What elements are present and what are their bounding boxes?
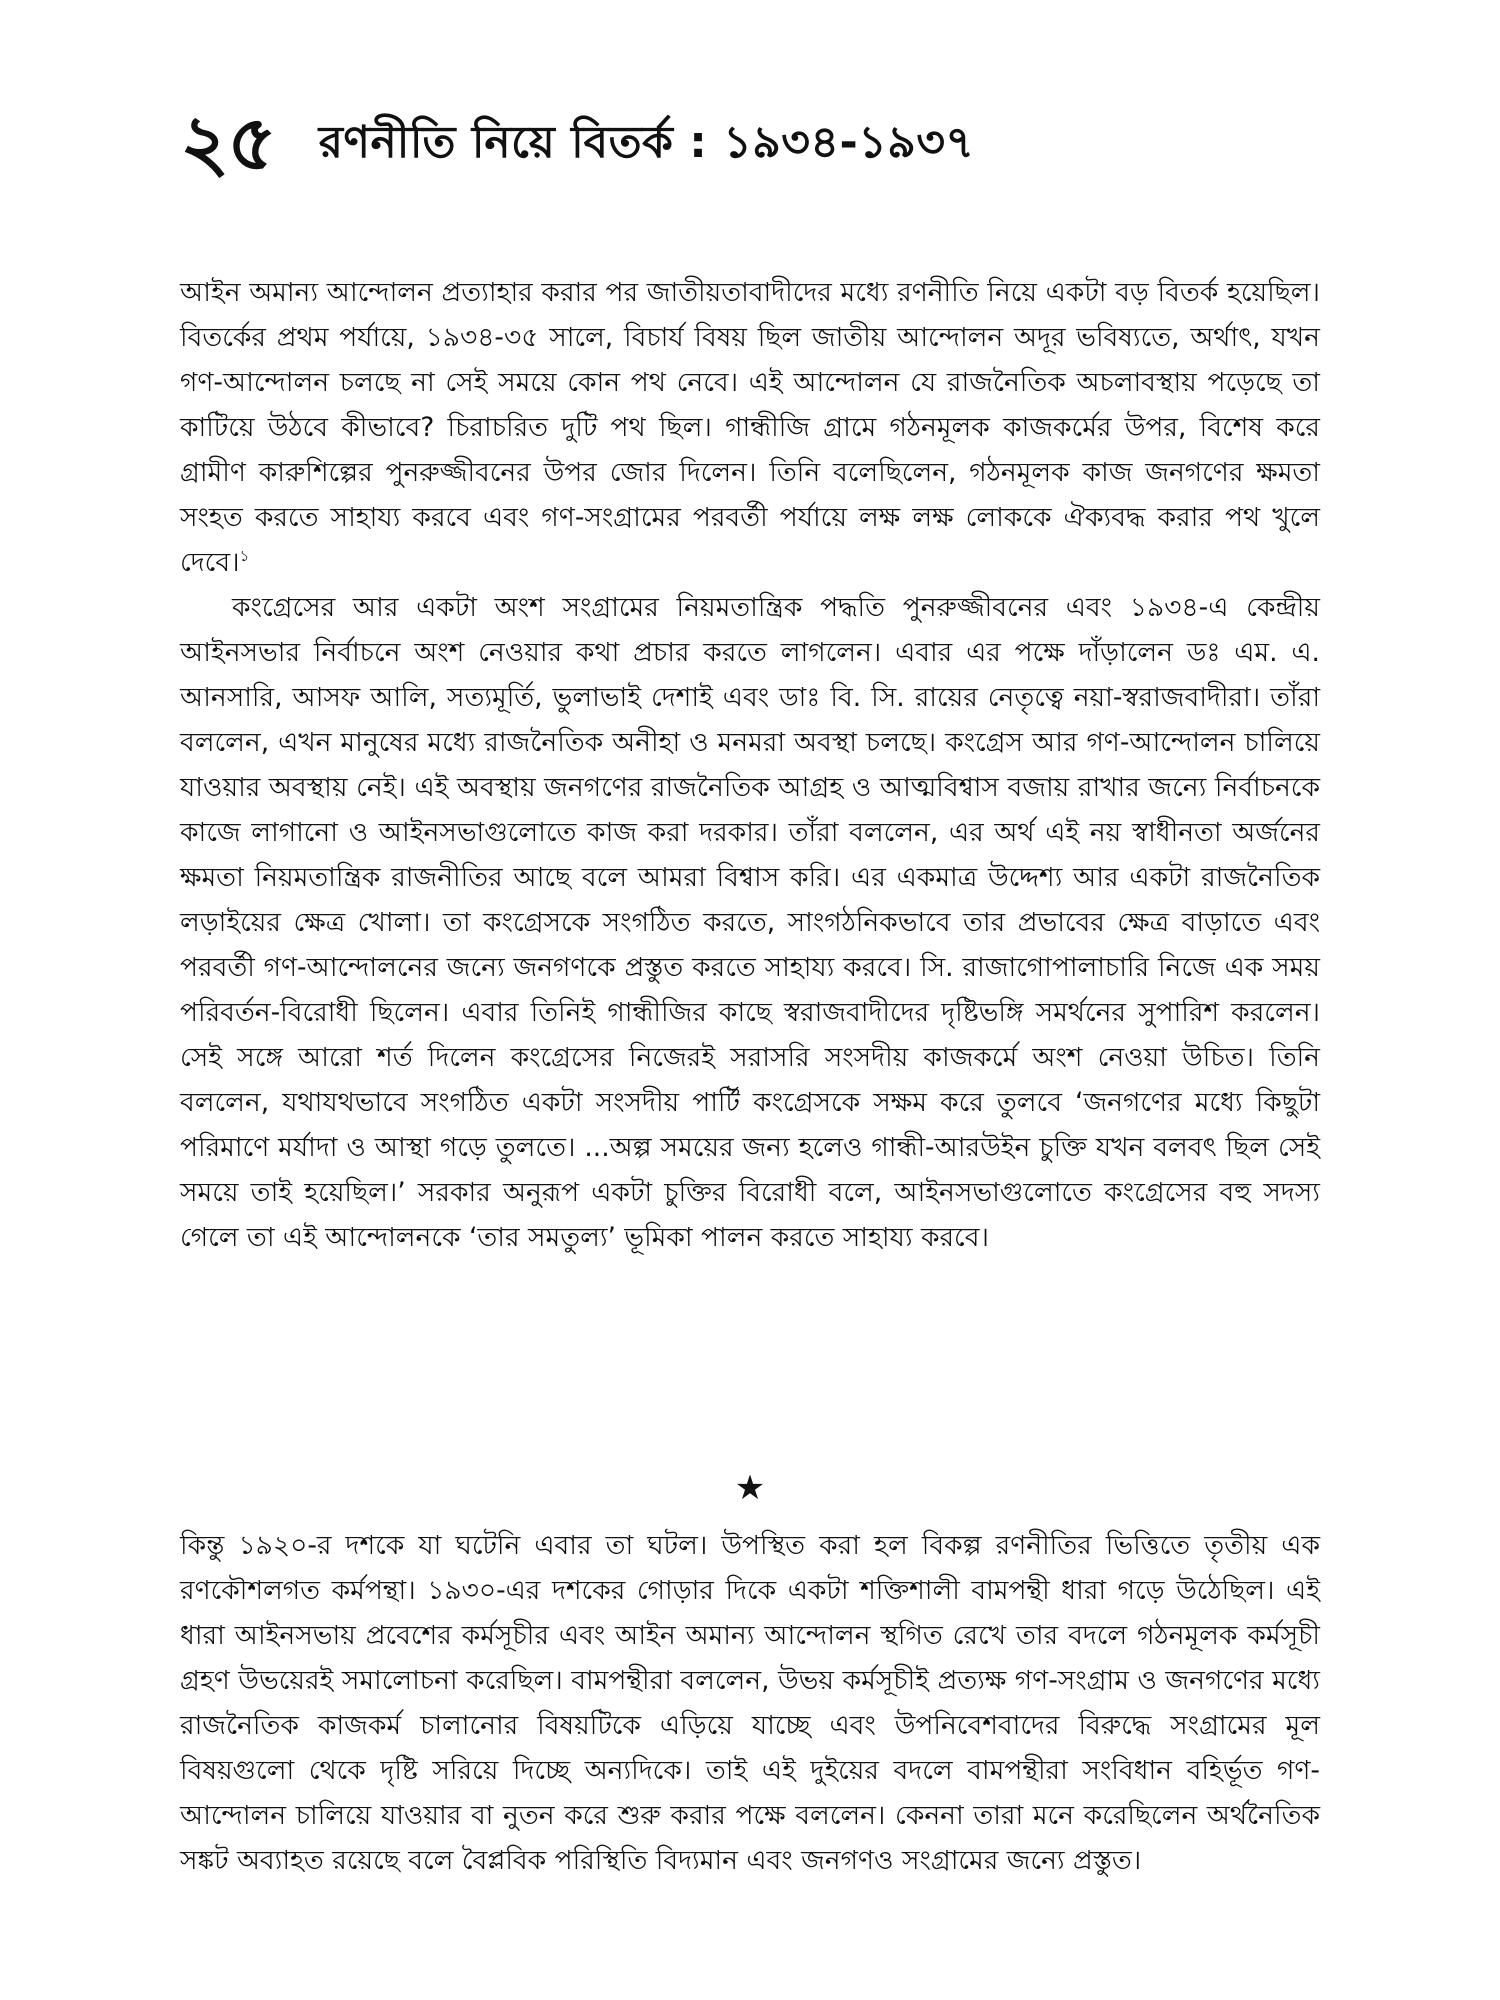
- paragraph-1: [180, 270, 1320, 585]
- paragraph-1-text: আইন অমান্য আন্দোলন প্রত্যাহার করার পর জাতীয়তাবাদীদের মধ্যে রণনীতি নিয়ে একটা বড় বিতর্ক হয়েছিল। বিতর্কের প্রথম পর্যায়ে, ১৯৩৪-৩৫ সালে, বিচার্য বিষয় ছিল জাতীয় আন্দোলন অদূর ভবিষ্যতে, অর্থাৎ, যখন গণ-আন্দোলন চলছে না সেই সময়ে কোন পথ নেবে। এই আন্দোলন যে রাজনৈতিক অচলাবস্থায় পড়েছে তা কাটিয়ে উঠবে কীভাবে? চিরাচরিত দুটি পথ ছিল। গান্ধীজি গ্রামে গঠনমূলক কাজকর্মের উপর, বিশেষ করে গ্রামীণ কারুশিল্পের পুনরুজ্জীবনের উপর জোর দিলেন। তিনি বলেছিলেন, গঠনমূলক কাজ জনগণের ক্ষমতা সংহত করতে সাহায্য করবে এবং গণ-সংগ্রামের পরবর্তী পর্যায়ে লক্ষ লক্ষ লোককে ঐক্যবদ্ধ করার পথ খুলে দেবে।: [180, 277, 1320, 578]
- chapter-number: ২৫: [180, 98, 275, 187]
- section-second: [180, 1523, 1320, 1883]
- chapter-title: রণনীতি নিয়ে বিতর্ক : ১৯৩৪-১৯৩৭: [318, 117, 975, 168]
- paragraph-2: কংগ্রেসের আর একটা অংশ সংগ্রামের নিয়মতান্ত্রিক পদ্ধতি পুনরুজ্জীবনের এবং ১৯৩৪-এ কেন্দ্রীয় আইনসভার নির্বাচনে অংশ নেওয়ার কথা প্রচার করতে লাগলেন। এবার এর পক্ষে দাঁড়ালেন ডঃ এম. এ. আনসারি, আসফ আলি, সত্যমূর্তি, ভুলাভাই দেশাই এবং ডাঃ বি. সি. রায়ের নেতৃত্বে নয়া-স্বরাজবাদীরা। তাঁরা বললেন, এখন মানুষের মধ্যে রাজনৈতিক অনীহা ও মনমরা অবস্থা চলছে। কংগ্রেস আর গণ-আন্দোলন চালিয়ে যাওয়ার অবস্থায় নেই। এই অবস্থায় জনগণের রাজনৈতিক আগ্রহ ও আত্মবিশ্বাস বজায় রাখার জন্যে নির্বাচনকে কাজে লাগানো ও আইনসভাগুলোতে কাজ করা দরকার। তাঁরা বললেন, এর অর্থ এই নয় স্বাধীনতা অর্জনের ক্ষমতা নিয়মতান্ত্রিক রাজনীতির আছে বলে আমরা বিশ্বাস করি। এর একমাত্র উদ্দেশ্য আর একটা রাজনৈতিক লড়াইয়ের ক্ষেত্র খোলা। তা কংগ্রেসকে সংগঠিত করতে, সাংগঠনিকভাবে তার প্রভাবের ক্ষেত্র বাড়াতে এবং পরবর্তী গণ-আন্দোলনের জন্যে জনগণকে প্রস্তুত করতে সাহায্য করবে। সি. রাজাগোপালাচারি নিজে এক সময় পরিবর্তন-বিরোধী ছিলেন। এবার তিনিই গান্ধীজির কাছে স্বরাজবাদীদের দৃষ্টিভঙ্গি সমর্থনের সুপারিশ করলেন। সেই সঙ্গে আরো শর্ত দিলেন কংগ্রেসের নিজেরই সরাসরি সংসদীয় কাজকর্মে অংশ নেওয়া উচিত। তিনি বললেন, যথাযথভাবে সংগঠিত একটা সংসদীয় পার্টি কংগ্রেসকে সক্ষম করে তুলবে ‘জনগণের মধ্যে কিছুটা পরিমাণে মর্যাদা ও আস্থা গড়ে তুলতে। ...অল্প সময়ের জন্য হলেও গান্ধী-আরউইন চুক্তি যখন বলবৎ ছিল সেই সময়ে তাই হয়েছিল।’ সরকার অনুরূপ একটা চুক্তির বিরোধী বলে, আইনসভাগুলোতে কংগ্রেসের বহু সদস্য গেলে তা এই আন্দোলনকে ‘তার সমতুল্য’ ভূমিকা পালন করতে সাহায্য করবে।: [180, 592, 1320, 1253]
- footnote-marker: ১: [239, 547, 250, 566]
- paragraph-3: কিন্তু ১৯২০-র দশকে যা ঘটেনি এবার তা ঘটল। উপস্থিত করা হল বিকল্প রণনীতির ভিত্তিতে তৃতীয় এক রণকৌশলগত কর্মপন্থা। ১৯৩০-এর দশকের গোড়ার দিকে একটা শক্তিশালী বামপন্থী ধারা গড়ে উঠেছিল। এই ধারা আইনসভায় প্রবেশের কর্মসূচীর এবং আইন অমান্য আন্দোলন স্থগিত রেখে তার বদলে গঠনমূলক কর্মসূচী গ্রহণ উভয়েরই সমালোচনা করেছিল। বামপন্থীরা বললেন, উভয় কর্মসূচীই প্রত্যক্ষ গণ-সংগ্রাম ও জনগণের মধ্যে রাজনৈতিক কাজকর্ম চালানোর বিষয়টিকে এড়িয়ে যাচ্ছে এবং উপনিবেশবাদের বিরুদ্ধে সংগ্রামের মূল বিষয়গুলো থেকে দৃষ্টি সরিয়ে দিচ্ছে অন্যদিকে। তাই এই দুইয়ের বদলে বামপন্থীরা সংবিধান বহির্ভূত গণ-আন্দোলন চালিয়ে যাওয়ার বা নুতন করে শুরু করার পক্ষে বললেন। কেননা তারা মনে করেছিলেন অর্থনৈতিক সঙ্কট অব্যাহত রয়েছে বলে বৈপ্লবিক পরিস্থিতি বিদ্যমান এবং জনগণও সংগ্রামের জন্যে প্রস্তুত।: [180, 1530, 1320, 1876]
- chapter-heading: [180, 98, 975, 188]
- section-first: [180, 270, 1320, 1260]
- section-separator-star-icon: ★: [734, 1468, 766, 1508]
